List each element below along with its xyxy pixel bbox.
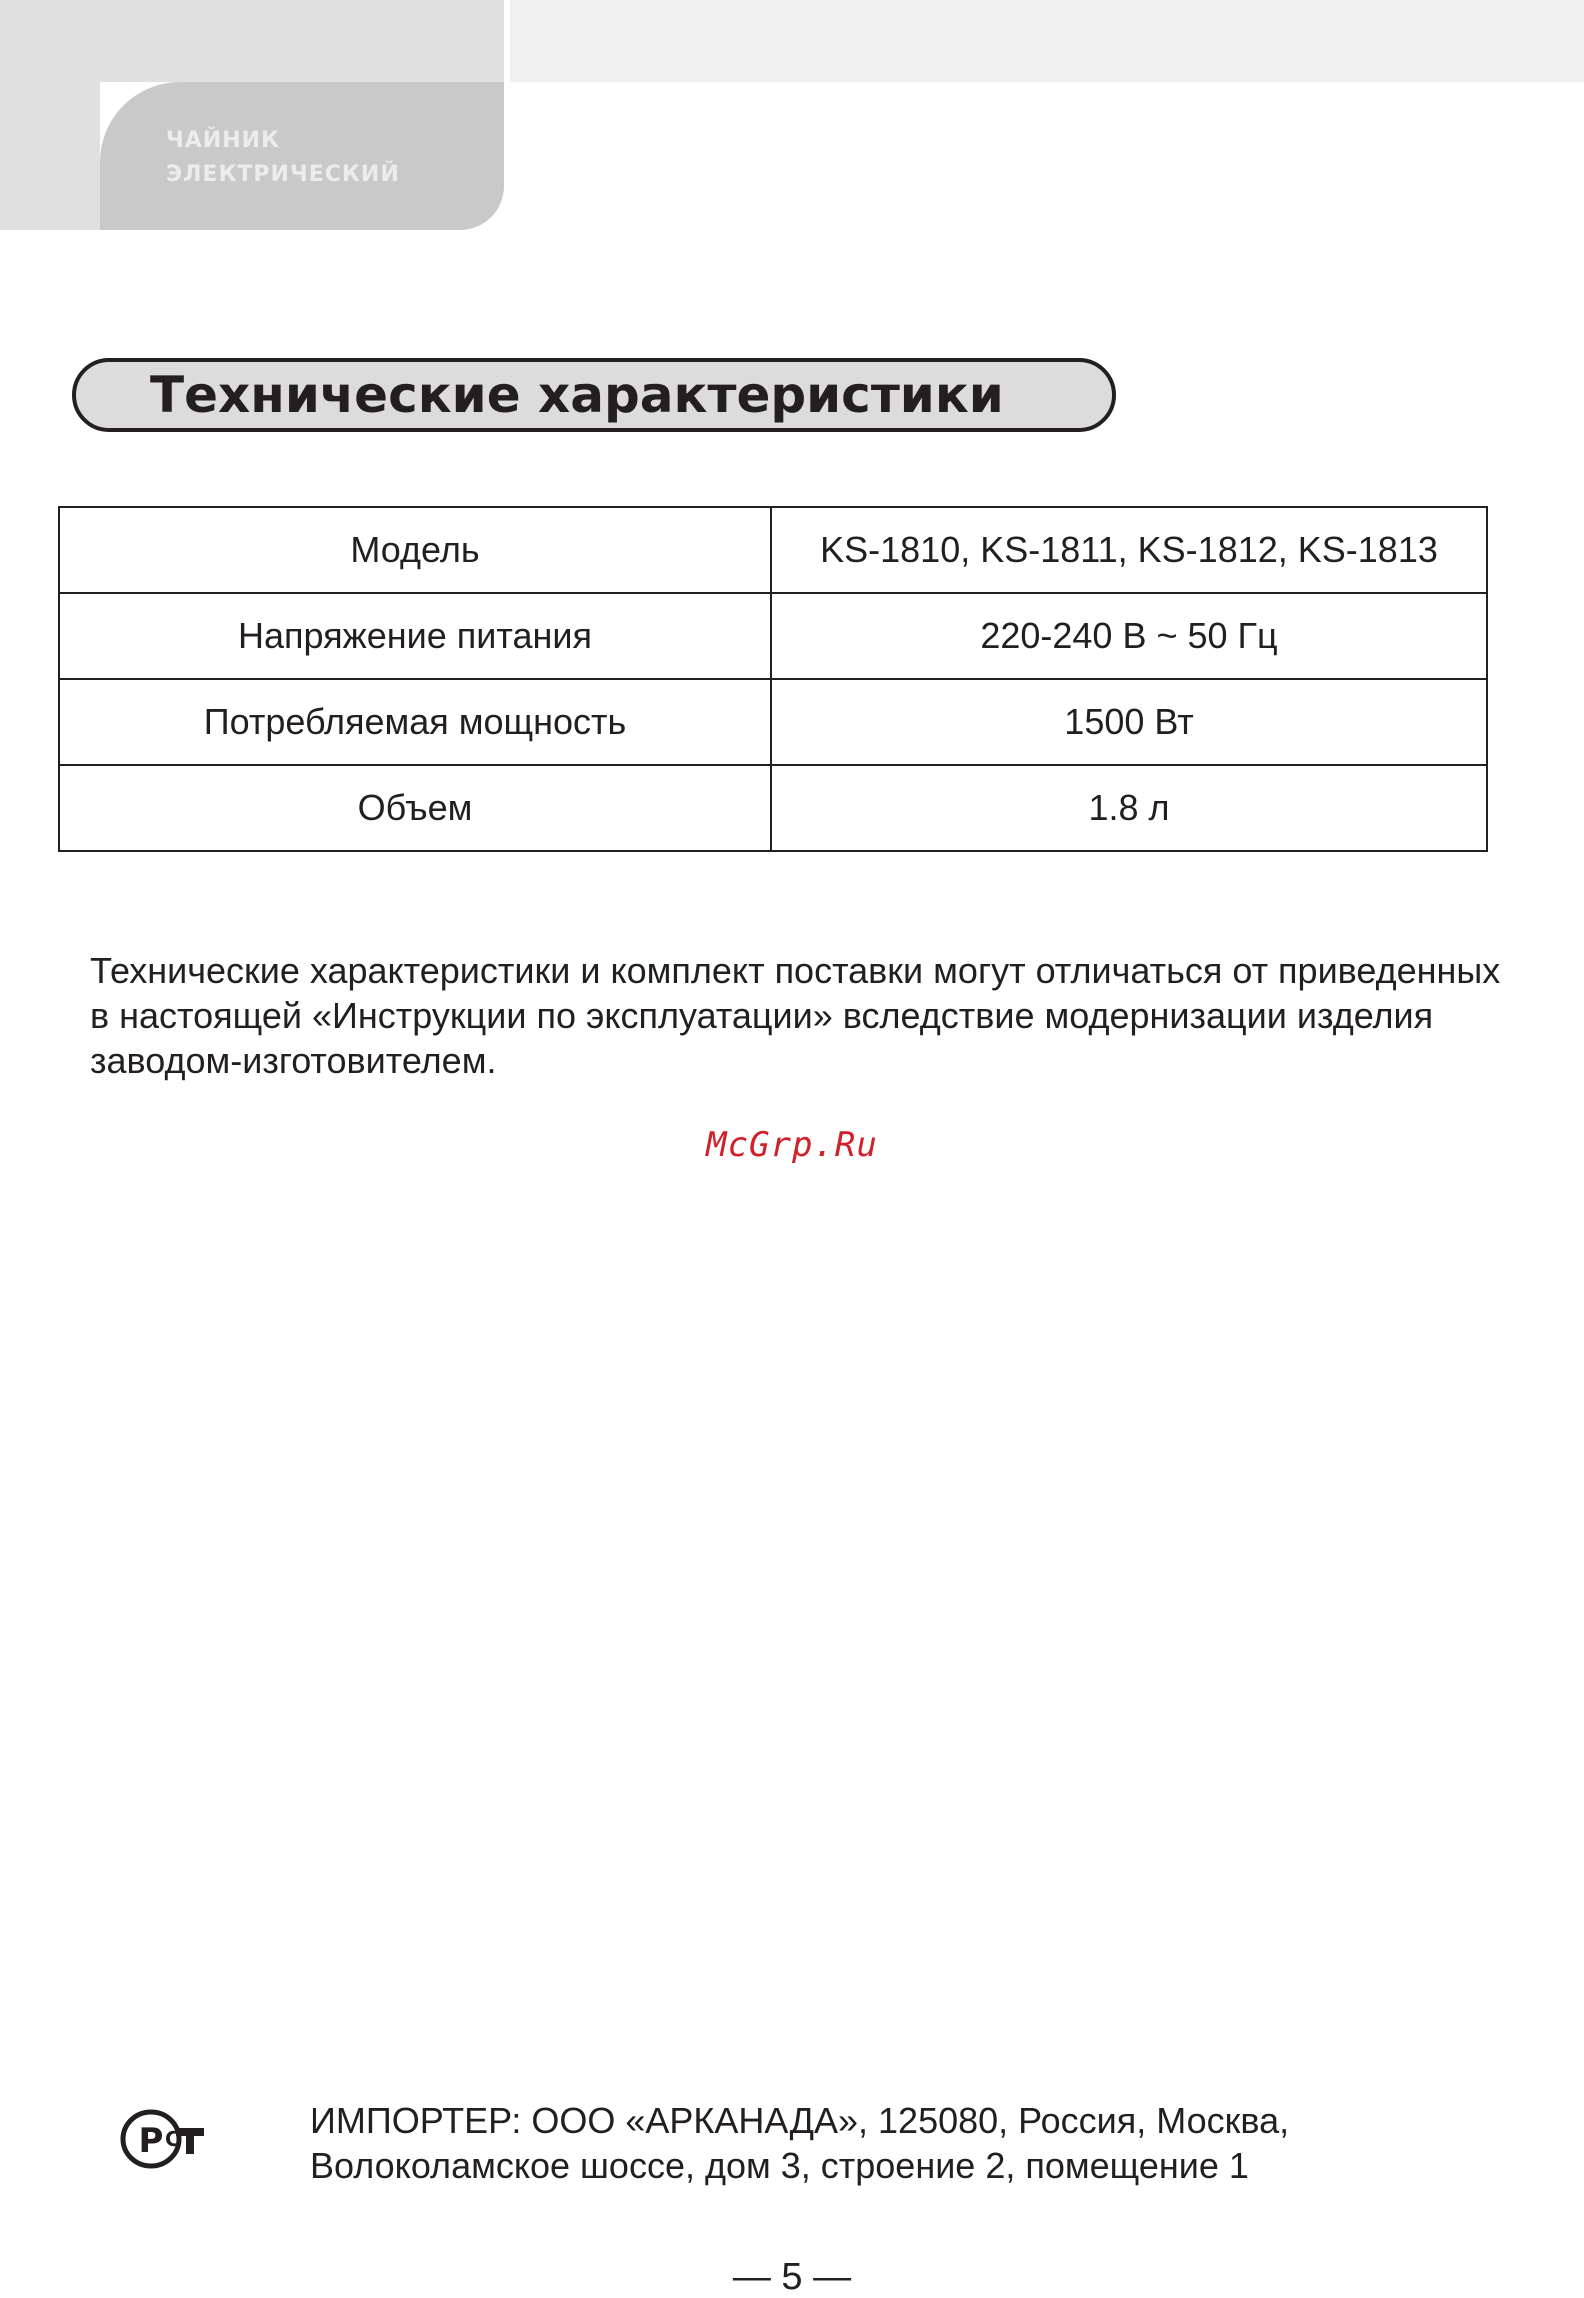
spec-value-power: 1500 Вт [771, 679, 1487, 765]
table-row [59, 593, 1487, 679]
spec-value-voltage: 220-240 В ~ 50 Гц [771, 593, 1487, 679]
table-row [59, 765, 1487, 851]
header-background-left [0, 0, 504, 82]
spec-value-volume: 1.8 л [771, 765, 1487, 851]
category-line-2: ЭЛЕКТРИЧЕСКИЙ [166, 162, 400, 187]
specs-table [58, 506, 1488, 852]
importer-info [310, 2098, 1530, 2188]
section-title-pill [72, 358, 1116, 432]
specs-note: Технические характеристики и комплект поставки могут отличаться от приведенных в настоящей «Инструкции по эксплуатации» вследствие модернизации изделия заводом-изготовителем. [90, 950, 1501, 1081]
spec-param-voltage: Напряжение питания [59, 593, 771, 679]
pct-certification-mark-icon [118, 2106, 208, 2172]
header-category-label [166, 124, 400, 192]
section-title: Технические характеристики [150, 366, 1004, 424]
svg-text:С: С [165, 2127, 180, 2151]
importer-line-1: ИМПОРТЕР: ООО «АРКАНАДА», 125080, Россия, Москва, [310, 2100, 1290, 2141]
header-background-lower [0, 82, 100, 230]
spec-param-model: Модель [59, 507, 771, 593]
spec-param-power: Потребляемая мощность [59, 679, 771, 765]
page-number: — 5 — [732, 2256, 852, 2298]
header-background-strip [510, 0, 1584, 82]
spec-param-volume: Объем [59, 765, 771, 851]
svg-text:Р: Р [138, 2121, 164, 2161]
table-row [59, 679, 1487, 765]
spec-value-model: KS-1810, KS-1811, KS-1812, KS-1813 [771, 507, 1487, 593]
importer-line-2: Волоколамское шоссе, дом 3, строение 2, помещение 1 [310, 2145, 1249, 2186]
watermark: McGrp.Ru [706, 1125, 878, 1165]
table-row [59, 507, 1487, 593]
category-line-1: ЧАЙНИК [166, 128, 281, 153]
